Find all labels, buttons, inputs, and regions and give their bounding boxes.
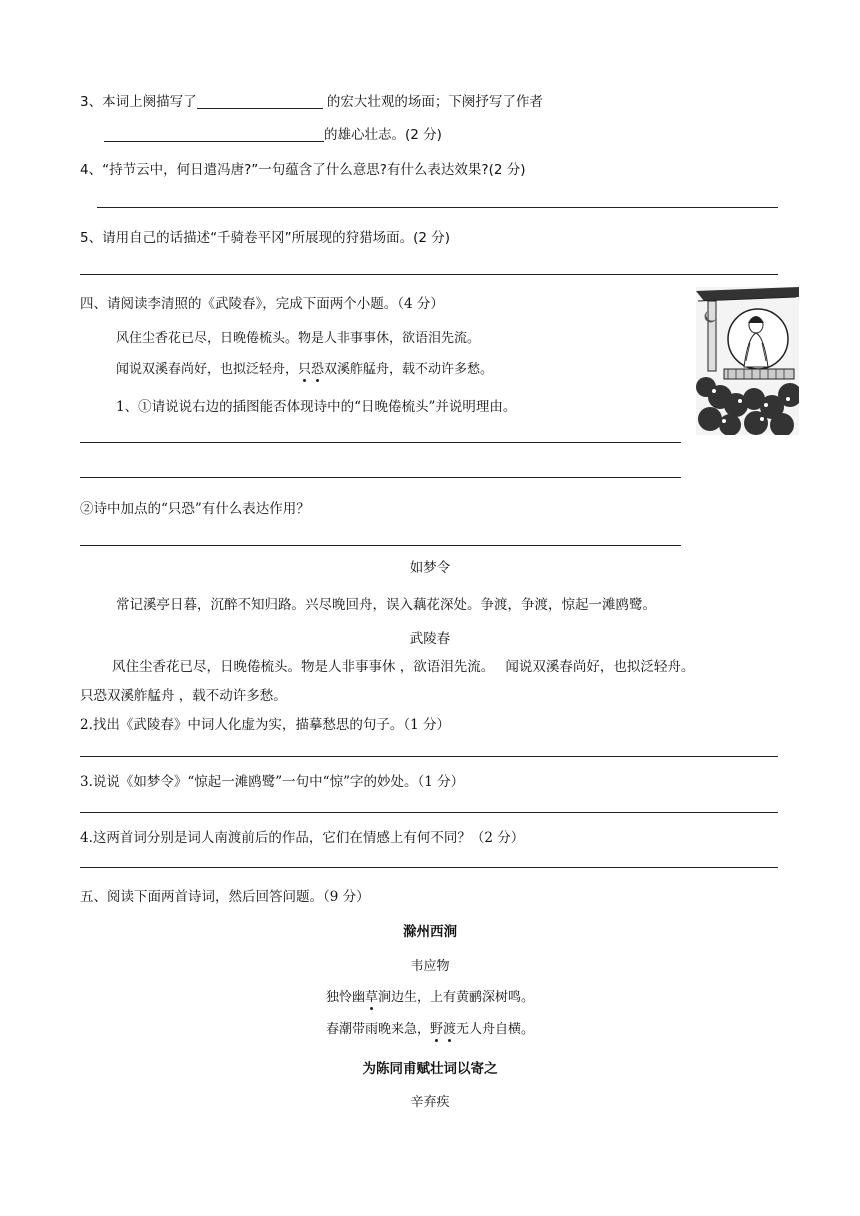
section-5-heading: 五、阅读下面两首诗词，然后回答问题。（9 分） — [80, 889, 370, 905]
question-3: 3.说说《如梦令》“惊起一滩鸥鹭”一句中“惊”字的妙处。（1 分） — [80, 774, 465, 790]
dotted-char: 草 — [364, 990, 378, 1005]
question-2: 2.找出《武陵春》中词人化虚为实，描摹愁思的句子。（1 分） — [80, 717, 451, 733]
dotted-char: 只 — [298, 362, 312, 377]
poem-text-wulingchun: 只恐双溪舴艋舟 ，载不动许多愁。 — [80, 688, 287, 704]
answer-line[interactable] — [80, 274, 778, 275]
poem-author: 韦应物 — [410, 959, 450, 974]
poem-title: 滁州西涧 — [403, 924, 457, 940]
dotted-char: 恐 — [311, 362, 325, 377]
answer-blank[interactable] — [197, 94, 323, 109]
question-3-text-c: 的雄心壮志。(2 分) — [324, 127, 442, 143]
poem-text-rumengling: 常记溪亭日暮，沉醉不知归路。兴尽晚回舟，误入藕花深处。争渡，争渡，惊起一滩鸥鹭。 — [116, 597, 656, 613]
question-3-line2 — [104, 123, 442, 143]
poem-text: 涧边生，上有黄鹂深树鸣。 — [378, 990, 535, 1005]
answer-blank[interactable] — [104, 127, 324, 142]
answer-line[interactable] — [80, 756, 778, 757]
answer-line[interactable] — [80, 812, 778, 813]
question-5: 5、请用自己的话描述“千骑卷平冈”所展现的狩猎场面。(2 分) — [80, 230, 450, 246]
answer-line[interactable] — [80, 545, 681, 546]
poem-title-wulingchun: 武陵春 — [409, 631, 451, 647]
poem-line: 风住尘香花已尽，日晚倦梳头。物是人非事事休，欲语泪先流。 — [116, 331, 481, 346]
question-3-text-b: 的宏大壮观的场面；下阕抒写了作者 — [322, 94, 543, 110]
question-3-line1 — [80, 90, 543, 110]
poem-text: 双溪舴艋舟，载不动许多愁。 — [324, 362, 494, 377]
question-1-2: ②诗中加点的“只恐”有什么表达作用？ — [80, 501, 310, 517]
question-3-text-a: 3、本词上阕描写了 — [80, 94, 197, 110]
poem-text: 无人舟自横。 — [456, 1022, 535, 1037]
poem-text-wulingchun: 风住尘香花已尽，日晚倦梳头。物是人非事事休 ，欲语泪先流。 闻说双溪春尚好，也拟泛轻舟。 — [112, 659, 695, 675]
poem-line — [0, 986, 860, 1005]
answer-line[interactable] — [80, 442, 681, 443]
poem-author: 辛弃疾 — [410, 1095, 450, 1110]
woman-at-window-illustration — [696, 287, 799, 435]
answer-line[interactable] — [80, 867, 778, 868]
answer-line[interactable] — [97, 207, 778, 208]
poem-line — [0, 1018, 860, 1037]
poem-text: 闻说双溪春尚好，也拟泛轻舟， — [116, 362, 299, 377]
answer-line[interactable] — [80, 477, 681, 478]
question-4: 4、“持节云中，何日遣冯唐?”一句蕴含了什么意思?有什么表达效果?(2 分) — [80, 162, 526, 178]
dotted-char: 野 — [429, 1022, 443, 1037]
poem-text: 独怜幽 — [325, 990, 365, 1005]
question-1-1: 1、①请说说右边的插图能否体现诗中的“日晚倦梳头”并说明理由。 — [116, 399, 517, 415]
question-4: 4.这两首词分别是词人南渡前后的作品，它们在情感上有何不同？（2 分） — [80, 830, 525, 846]
dotted-char: 渡 — [443, 1022, 457, 1037]
poem-title-rumengling: 如梦令 — [409, 560, 451, 576]
poem-text: 春潮带雨晚来急， — [325, 1022, 430, 1037]
poem-line — [116, 358, 493, 377]
section-4-heading: 四、请阅读李清照的《武陵春》，完成下面两个小题。（4 分） — [80, 296, 444, 312]
poem-title: 为陈同甫赋壮词以寄之 — [362, 1061, 498, 1077]
